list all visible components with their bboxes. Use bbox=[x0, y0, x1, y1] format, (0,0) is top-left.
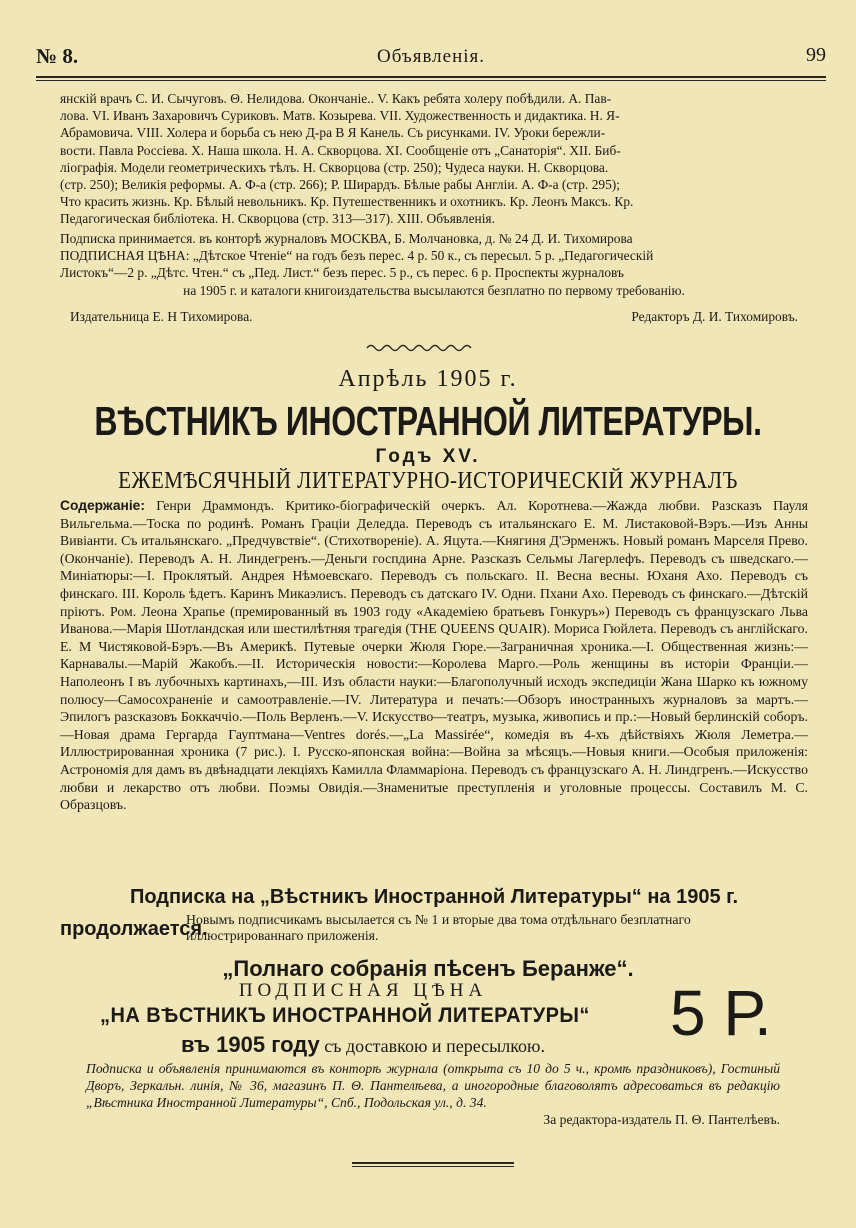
contents bbox=[60, 497, 808, 814]
catalog-line: на 1905 г. и каталоги книгоиздательства высылаются безплатно по первому требованію. bbox=[183, 282, 685, 298]
toc-line: ліографія. Модели геометрическихъ тѣлъ. Н. Скворцова (стр. 250); Чудеса науки. Н. Скворцова. bbox=[60, 159, 609, 175]
price-label: ПОДПИСНАЯ ЦѢНА bbox=[238, 980, 488, 1001]
subscription-continues: продолжается. bbox=[60, 918, 208, 940]
subscription-block bbox=[60, 230, 808, 325]
toc-line: лова. VI. Иванъ Захаровичъ Суриковъ. Матв. Козырева. VII. Художественность и дидактика. Н. Я- bbox=[60, 108, 620, 124]
toc-line: Педагогическая библіотека. Н. Скворцова (стр. 313—317). XIII. Объявленія. bbox=[60, 211, 495, 227]
toc-line: Абрамовича. VIII. Холера и борьба съ нею Д-ра В Я Канель. Съ рисунками. IV. Уроки бережли- bbox=[60, 125, 606, 141]
delivery-terms: съ доставкою и пересылкою. bbox=[324, 1036, 545, 1056]
journal-title: ВѢСТНИКЪ ИНОСТРАННОЙ ЛИТЕРАТУРЫ. bbox=[94, 398, 762, 444]
journal-year: Годъ XV. bbox=[375, 446, 481, 467]
toc-line: вости. Павла Россіева. Х. Наша школа. Н. А. Скворцова. XI. Сообщеніе отъ „Санаторія“. XII. Биб- bbox=[60, 142, 621, 158]
toc-line: янскій врачъ С. И. Сычуговъ. Θ. Нелидова. Окончаніе.. V. Какъ ребята холеру побѣдили. А. Пав- bbox=[60, 91, 612, 106]
page-number: 99 bbox=[806, 44, 826, 66]
signatures bbox=[60, 308, 808, 325]
toc-line: (стр. 250); Великія реформы. А. Ф-а (стр. 266); Р. Ширардъ. Бѣлые рабы Англіи. А. Ф-а (стр. 295); bbox=[60, 177, 620, 193]
contents-text: Генри Драммондъ. Критико-біографическій очеркъ. Ал. Коротнева.—Жажда любви. Разсказъ Пауля Вильгельма.—Тоска по родинѣ. Романъ Граціи Деледда. Переводъ съ итальянскаго Е. М. Листаковой-Вэръ.—Изъ Анны Вивіанти. Съ итальянскаго. „Предчувствіе“. (Стихотвореніе). А. Яцута.—Княгиня Д'Эрменжъ. Новый романъ Марселя Прево. (Окончаніе). Переводъ А. Н. Линдегренъ.—Деньги госпдина Арне. Разсказъ Сельмы Лагерлефъ. Переводъ съ шведскаго.—Миніатюры:—I. Проклятый. Андрея Нѣмоевскаго. Переводъ съ польскаго. II. Весна весны. Юханя Ахо. Переводъ съ финскаго. III. Король ѣдетъ. Каринъ Микаэлисъ. Переводъ съ датскаго IV. Одни. Пхани Ахо. Переводъ съ финскаго.—Дѣтскій пріютъ. Ром. Леона Храпье (премированный въ 1903 году «Академіею братьевъ Гонкуръ») Переводъ съ французскаго Льва Иванова.—Марія Шотландская или шестилѣтняя трагедія (THE QUEENS QUAIR). Мориса Гюйлета. Переводъ съ англійскаго. Е. М Чистяковой-Бэръ.—Въ Америкѣ. Путевые очерки Жюля Гюре.—Заграничная хроника.—I. Общественная жизнь:—Карнавалы.—Марій Жакобъ.—II. Историческія новости:—Королева Марго.—Роль женщины въ исторіи Франціи.—Наполеонъ I въ лубочныхъ картинахъ,—III. Изъ области науки:—Благополучный исходъ экспедиціи Жана Шарко къ южному полюсу—Самосохраненіе и самоотравленіе.—IV. Литература и печать:—Обзоръ иностранныхъ журналовъ за мартъ.—Эпилогъ разсказовъ Боккаччіо.—Поль Верленъ.—V. Искусство—театръ, музыка, живопись и пр.:—Новый берлинскій соборъ.—Новая драма Гергарда Гауптмана—Ventres dorés.—„La Massirée“, комедія въ 4-хъ дѣйствіяхъ Жюля Леметра.—Иллюстрированная хроника (7 рис.). I. Русско-японская война:—Война за мѣсяцъ.—Новыя книги.—Особыя приложенія: Астрономія для дамъ въ двѣнадцати лекціяхъ Камилла Фламмаріона. Переводъ съ французскаго А. Н. Линдгренъ.—Искусство любви и лекарство отъ любви. Поэмы Овидія.—Знаменитые преступленія и уголовные процессы. Составилъ М. С. Образцовъ. bbox=[60, 498, 809, 813]
delivery-year: въ 1905 году bbox=[181, 1032, 320, 1057]
issue-number: № 8. bbox=[36, 44, 79, 68]
subscription-note: Новымъ подписчикамъ высылается съ № 1 и вторые два тома отдѣльнаго безплатнаго иллюстрированнаго приложенія. bbox=[186, 912, 691, 943]
editor: Редакторъ Д. И. Тихомировъ. bbox=[631, 308, 798, 324]
footer-text: Подписка и объявленія принимаются въ конторѣ журнала (открыта съ 10 до 5 ч., кромѣ праздниковъ), Гостиный Дворъ, Зеркальн. линія, № 36, магазинъ П. Θ. Пантелѣева, а иногородные благоволятъ адресоваться въ редакцію „Вѣстника Иностранной Литературы“, Спб., Подольская ул., д. 34. bbox=[86, 1061, 780, 1110]
price-for-journal: „НА ВѢСТНИКЪ ИНОСТРАННОЙ ЛИТЕРАТУРЫ“ bbox=[100, 1004, 590, 1027]
end-rule bbox=[352, 1162, 514, 1167]
price-line: Листокъ“—2 р. „Дѣтс. Чтен.“ съ „Пед. Лист.“ безъ перес. 5 р., съ перес. 6 р. Проспекты журналовъ bbox=[60, 265, 624, 281]
page-header bbox=[36, 44, 826, 72]
toc-line: Что красить жизнь. Кр. Бѣлый невольникъ. Кр. Путешественникъ и охотникъ. Кр. Леонъ Максъ. Кр. bbox=[60, 194, 634, 210]
journal-subtitle: ЕЖЕМѢСЯЧНЫЙ ЛИТЕРАТУРНО-ИСТОРИЧЕСКІЙ ЖУРНАЛЪ bbox=[118, 468, 738, 494]
price-line: ПОДПИСНАЯ ЦѢНА: „Дѣтское Чтеніе“ на годъ безъ перес. 4 р. 50 к., съ пересыл. 5 р. „Педагогическій bbox=[60, 248, 654, 264]
beranger-supplement: „Полнаго собранія пѣсенъ Беранже“. bbox=[222, 956, 634, 981]
issue-date: Апрѣль 1905 г. bbox=[338, 366, 518, 392]
section-title: Объявленія. bbox=[376, 46, 486, 67]
ornament-divider bbox=[365, 342, 475, 354]
contents-label: Содержаніе: bbox=[60, 498, 145, 513]
price-value: 5 Р. bbox=[670, 977, 772, 1049]
subscription-line: Подписка принимается. въ конторѣ журналовъ МОСКВА, Б. Молчановка, д. № 24 Д. И. Тихомирова bbox=[60, 231, 633, 246]
header-rule bbox=[36, 76, 826, 81]
delivery-line bbox=[0, 1032, 726, 1058]
publisher: Издательница Е. Н Тихомирова. bbox=[70, 308, 253, 324]
footer-note bbox=[86, 1060, 780, 1128]
subscription-heading: Подписка на „Вѣстникъ Иностранной Литературы“ на 1905 г. bbox=[129, 886, 739, 908]
top-toc bbox=[60, 90, 808, 228]
footer-editor: За редактора-издатель П. Θ. Пантелѣевъ. bbox=[543, 1112, 780, 1127]
